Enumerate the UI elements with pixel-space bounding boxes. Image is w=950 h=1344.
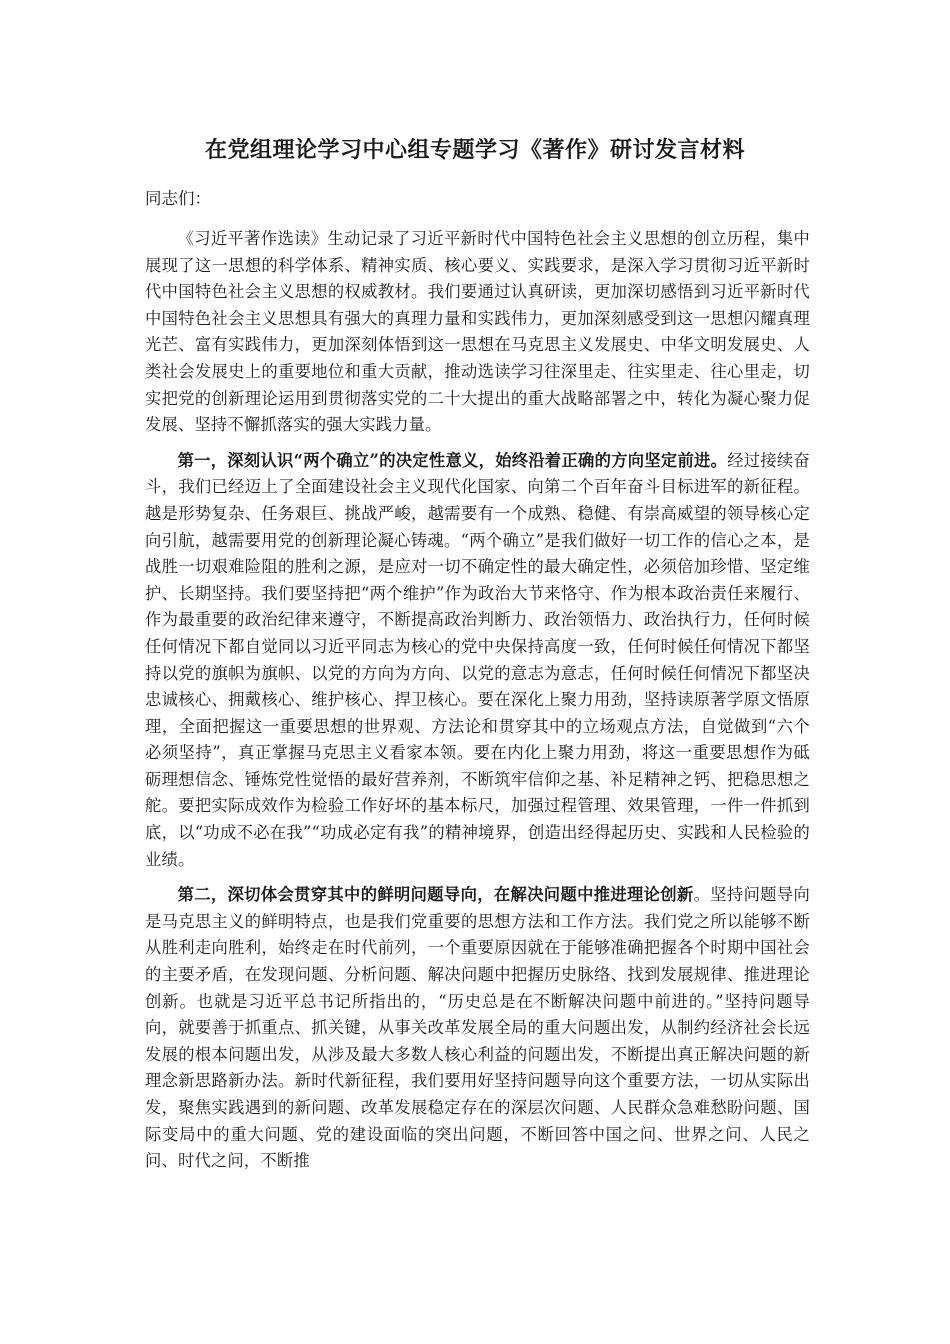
paragraph-text: 经过接续奋斗，我们已经迈上了全面建设社会主义现代化国家、向第二个百年奋斗目标进军的新征程。越是形势复杂、任务艰巨、挑战严峻，越需要有一个成熟、稳健、有崇高威望的领导核心定向引航，越需要用党的创新理论凝心铸魂。“两个确立”是我们做好一切工作的信心之本，是战胜一切艰难险阻的胜利之源，是应对一切不确定性的最大确定性，必须倍加珍惜、坚定维护、长期坚持。我们要坚持把“两个维护”作为政治大节来恪守、作为根本政治责任来履行、作为最重要的政治纪律来遵守，不断提高政治判断力、政治领悟力、政治执行力，任何时候任何情况下都自觉同以习近平同志为核心的党中央保持高度一致，任何时候任何情况下都坚持以党的旗帜为旗帜、以党的方向为方向、以党的意志为意志，任何时候任何情况下都坚决忠诚核心、拥戴核心、维护核心、捍卫核心。要在深化上聚力用劲，坚持读原著学原文悟原理，全面把握这一重要思想的世界观、方法论和贯穿其中的立场观点方法，自觉做到“六个必须坚持”，真正掌握马克思主义看家本领。要在内化上聚力用劲，将这一重要思想作为砥砺理想信念、锤炼党性觉悟的最好营养剂，不断筑牢信仰之基、补足精神之钙、把稳思想之舵。要把实际成效作为检验工作好坏的基本标尺，加强过程管理、效果管理，一件一件抓到底，以“功成不必在我”“功成必定有我”的精神境界，创造出经得起历史、实践和人民检验的业绩。	[145, 450, 810, 869]
paragraph-intro	[145, 226, 810, 439]
paragraph-lead: 第一，深刻认识“两个确立”的决定性意义，始终沿着正确的方向坚定前进。	[177, 450, 728, 470]
document-body	[145, 226, 810, 1184]
paragraph-first-point	[145, 448, 810, 874]
salutation: 同志们：	[145, 189, 211, 208]
paragraph-lead: 第二，深切体会贯穿其中的鲜明问题导向，在解决问题中推进理论创新	[177, 885, 694, 905]
document-title: 在党组理论学习中心组专题学习《著作》研讨发言材料	[204, 138, 745, 163]
paragraph-second-point	[145, 882, 810, 1175]
paragraph-text: 。坚持问题导向是马克思主义的鲜明特点，也是我们党重要的思想方法和工作方法。我们党之所以能够不断从胜利走向胜利，始终走在时代前列，一个重要原因就在于能够准确把握各个时期中国社会的主要矛盾，在发现问题、分析问题、解决问题中把握历史脉络、找到发展规律、推进理论创新。也就是习近平总书记所指出的，“历史总是在不断解决问题中前进的。”坚持问题导向，就要善于抓重点、抓关键，从事关改革发展全局的重大问题出发，从制约经济社会长远发展的根本问题出发，从涉及最大多数人核心利益的问题出发，不断提出真正解决问题的新理念新思路新办法。新时代新征程，我们要用好坚持问题导向这个重要方法，一切从实际出发，聚焦实践遇到的新问题、改革发展稳定存在的深层次问题、人民群众急难愁盼问题、国际变局中的重大问题、党的建设面临的突出问题，不断回答中国之问、世界之问、人民之问、时代之问，不断推	[145, 885, 810, 1171]
paragraph-text: 《习近平著作选读》生动记录了习近平新时代中国特色社会主义思想的创立历程，集中展现了这一思想的科学体系、精神实质、核心要义、实践要求，是深入学习贯彻习近平新时代中国特色社会主义思想的权威教材。我们要通过认真研读，更加深切感悟到习近平新时代中国特色社会主义思想具有强大的真理力量和实践伟力，更加深刻感受到这一思想闪耀真理光芒、富有实践伟力，更加深刻体悟到这一思想在马克思主义发展史、中华文明发展史、人类社会发展史上的重要地位和重大贡献，推动选读学习往深里走、往实里走、往心里走，切实把党的创新理论运用到贯彻落实党的二十大提出的重大战略部署之中，转化为凝心聚力促发展、坚持不懈抓落实的强大实践力量。	[145, 229, 810, 435]
